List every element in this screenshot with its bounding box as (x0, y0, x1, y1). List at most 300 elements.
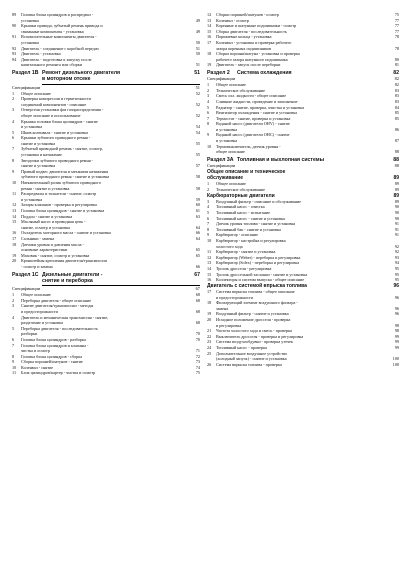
section-title: Система охлаждения (237, 69, 292, 76)
page-number: 64 (195, 224, 200, 230)
entry-title: Спецификации (12, 84, 41, 90)
entry-title: снятие и установка (21, 163, 56, 169)
entry-title: Спецификации (207, 76, 236, 82)
page-number: 100 (392, 356, 399, 362)
entry-title: Вспомогательные компоненты двигателя - (21, 34, 97, 40)
entry-title: установка (21, 17, 39, 23)
entry-number: 11 (12, 370, 17, 376)
entry-number: 4 (207, 98, 210, 104)
entry-title: (холодный запуск) - снятие и установка (216, 356, 287, 362)
entry-title: Система впрыска топлива - общее описание (216, 288, 295, 294)
entry-title: Коленвал - снятие (21, 364, 54, 370)
entry-title: и установка (216, 126, 238, 132)
entry-number: 25 (207, 350, 212, 356)
entry-title: Сборка двигателя - последовательность (216, 28, 287, 34)
page-number: 95 (394, 271, 399, 277)
entry-title: Коллекторы и система выпуска - общее описание (216, 277, 305, 283)
entry-title: Тросик дросселя - регулировка (216, 265, 272, 271)
entry-number: 94 (12, 56, 17, 62)
subsection-title: Карбюраторные двигатели (207, 192, 275, 199)
page-number: 51 (195, 45, 200, 51)
page-number: 67 (194, 271, 200, 278)
entry-title: Вентилятор охлаждения - снятие и установка (216, 110, 297, 116)
entry-number: 9 (12, 359, 15, 365)
entry-number: 19 (12, 252, 17, 258)
entry-number: 15 (207, 271, 212, 277)
entry-number: 9 (207, 132, 210, 138)
entry-title: Топливный насос - проверка (216, 344, 267, 350)
entry-title: Коленвал - осмотр (216, 17, 249, 23)
entry-number: 7 (207, 115, 210, 121)
entry-title: Карбюратор - настройка и регулировка (216, 238, 286, 244)
page-number: 66 (195, 230, 200, 236)
page-number: 59 (195, 196, 200, 202)
entry-title: Общее описание (21, 90, 51, 96)
entry-title: Карбюратор - снятие и установка (216, 249, 276, 255)
toc-entry (12, 370, 200, 376)
page-number: 70 (195, 336, 200, 342)
entry-title: Смесь охл. жидкости - общее описание (216, 93, 287, 99)
entry-number: 17 (207, 288, 212, 294)
page-number: 55 (195, 152, 200, 158)
entry-title: снятие, осмотр и установка (21, 224, 70, 230)
entry-number: 5 (207, 104, 210, 110)
section-title: снятие и переборка (42, 277, 93, 284)
entry-number: 12 (207, 12, 212, 17)
entry-number: 16 (12, 230, 17, 236)
page-number: 52 (195, 112, 200, 118)
entry-title: Выключатель дросселя - проверка и регулировка (216, 333, 304, 339)
entry-title: Датчики уровня и давления масла - (21, 241, 84, 247)
entry-number: 20 (12, 258, 17, 264)
entry-number: 4 (12, 314, 15, 320)
entry-title: Сборка поршней/шатунов - снятие (21, 359, 83, 365)
page-number: 65 (195, 252, 200, 258)
page-number: 70 (195, 331, 200, 337)
entry-title: Зубчатый приводной ремень - снятие, осмотр, (21, 146, 104, 152)
entry-title: Проверка компрессии и герметичности (21, 96, 91, 102)
section-number: Раздел 1В (12, 69, 39, 76)
page-number: 68 (195, 292, 200, 298)
entry-title: общее описание и использование (21, 112, 81, 118)
page-number: 98 (394, 322, 399, 328)
entry-title: Крышка головки блока цилиндров - снятие (21, 118, 98, 124)
entry-title: замена (216, 305, 229, 311)
entry-title: Блок цилиндров/картер - чистка и осмотр (21, 370, 96, 376)
entry-title: установка (21, 39, 39, 45)
page-number: 90 (394, 215, 399, 221)
entry-number: 11 (207, 249, 212, 255)
entry-title: Охладитель моторного масла - снятие и установка (21, 230, 111, 236)
entry-number: 18 (207, 51, 212, 57)
entry-title: Термовыключатель, датчик уровня - (216, 143, 281, 149)
page-number: 58 (195, 174, 200, 180)
entry-number: 9 (12, 168, 15, 174)
entry-number: 17 (12, 235, 17, 241)
page-number: 83 (394, 87, 399, 93)
entry-number: 6 (207, 215, 210, 221)
entry-title: Поршневые кольца - установка (216, 34, 272, 40)
entry-title: Спецификации (12, 286, 41, 292)
entry-number: 93 (12, 51, 17, 57)
page-number: 99 (394, 344, 399, 350)
entry-number: 4 (207, 204, 210, 210)
entry-title: и предосторожности (216, 294, 253, 300)
page-number: 99 (394, 333, 399, 339)
entry-title: Головка блока цилиндров - сборка (21, 353, 83, 359)
entry-title: Дополнительное воздушное устройство (216, 350, 288, 356)
page-number: 75 (195, 370, 200, 376)
page-number: 91 (394, 232, 399, 238)
entry-title: ремня - снятие и установка (21, 185, 70, 191)
page-number: 95 (394, 277, 399, 283)
entry-title: - осмотр и замена (21, 263, 53, 269)
entry-number: 14 (207, 265, 212, 271)
section-number: Раздел 2 (207, 69, 230, 76)
entry-title: соединений компонентов - описание (21, 101, 87, 107)
toc-entry (12, 62, 200, 68)
entry-number: 7 (12, 146, 15, 152)
entry-title: Исходное положение дросселя - проверка (216, 316, 291, 322)
entry-number: 91 (12, 34, 17, 40)
entry-number: 20 (207, 316, 212, 322)
entry-title: Головка блока цилиндров - разборка (21, 336, 86, 342)
section-number: Раздел 1С (12, 271, 39, 278)
entry-title: Радиатор - снятие, проверка, очистка и установка (216, 104, 305, 110)
entry-number: 23 (207, 339, 212, 345)
entry-title: Двигатель - подготовка к запуску после (21, 56, 92, 62)
entry-title: Общее описание (21, 292, 51, 298)
page-number: 64 (195, 235, 200, 241)
entry-title: Поддон - снятие и установка (21, 213, 73, 219)
entry-title: зубчатого приводного ремня - снятие и установка (21, 174, 110, 180)
entry-number: 10 (12, 364, 17, 370)
entry-title: основные характеристики (21, 247, 68, 253)
page-number: 67 (195, 286, 200, 292)
toc-right-column (207, 12, 399, 367)
entry-title: Карбюратор (Weber) - переборка и регулировка (216, 254, 301, 260)
entry-number: 14 (12, 213, 17, 219)
page-number: 77 (394, 28, 399, 34)
entry-title: Спецификации (207, 163, 236, 169)
entry-title: Сборка поршня/шатуна - установка и проверка (216, 51, 300, 57)
entry-number: 7 (12, 342, 15, 348)
page-number: 52 (195, 101, 200, 107)
entry-title: Датчик уровня топлива - снятие и установка (216, 221, 296, 227)
entry-title: Двигатель - установка (21, 51, 61, 57)
entry-title: Кронштейны крепления двигателя/трансмиссии (21, 258, 107, 264)
entry-number: 13 (12, 208, 17, 214)
entry-number: 8 (12, 157, 15, 163)
page-number: 71 (195, 348, 200, 354)
entry-number: 8 (207, 121, 210, 127)
entry-number: 6 (12, 336, 15, 342)
page-number: 68 (195, 308, 200, 314)
entry-number: 2 (12, 297, 15, 303)
page-number: 68 (195, 320, 200, 326)
entry-title: Коренные и шатунные подшипники - осмотр (216, 23, 297, 29)
entry-number: 92 (12, 45, 17, 51)
page-number: 80 (394, 56, 399, 62)
page-number: 50 (195, 39, 200, 45)
page-number: 82 (394, 76, 399, 82)
entry-number: 16 (207, 34, 212, 40)
section-heading-continued (12, 278, 200, 286)
entry-number: 22 (207, 333, 212, 339)
entry-title: Отверстия установки фаз газораспределения - (21, 107, 104, 113)
page-number: 95 (394, 265, 399, 271)
entry-title: и установка (21, 124, 43, 130)
entry-number: 6 (207, 110, 210, 116)
page-number: 51 (195, 62, 200, 68)
entry-title: снятие и установка (21, 140, 56, 146)
entry-number: 13 (207, 260, 212, 266)
page-number: 50 (195, 51, 200, 57)
entry-number: 9 (207, 232, 210, 238)
entry-number: 1 (12, 90, 15, 96)
entry-title: Фильтрующий элемент воздушного фильтра - (216, 300, 298, 306)
page-number: 66 (195, 263, 200, 269)
entry-title: чистка и осмотр (21, 348, 50, 354)
entry-title: Переборка двигателя - последовательность (21, 325, 98, 331)
entry-title: общее описание (216, 149, 245, 155)
entry-number: 1 (12, 292, 15, 298)
entry-title: и установка (216, 138, 238, 144)
entry-title: Головка блока цилиндров - снятие и установка (21, 208, 105, 214)
entry-number: 2 (207, 187, 210, 193)
page-number: 83 (394, 93, 399, 99)
entry-number: 6 (12, 135, 15, 141)
entry-number: 17 (207, 39, 212, 45)
page-number: 68 (195, 297, 200, 303)
entry-number: 5 (12, 325, 15, 331)
section-title: Топливная и выхлопная системы (237, 156, 325, 163)
subsection-title: обслуживание (207, 175, 244, 182)
page-number: 91 (394, 221, 399, 227)
page-number: 98 (394, 328, 399, 334)
page-number: 89 (393, 192, 399, 199)
entry-title: Водяной насос (двигатели OHV) - снятие (216, 121, 290, 127)
page-number: 77 (394, 17, 399, 23)
entry-number: 24 (207, 344, 212, 350)
page-number: 78 (394, 34, 399, 40)
entry-number: 14 (207, 23, 212, 29)
page-number: 52 (195, 90, 200, 96)
page-number: 75 (394, 12, 399, 17)
page-number: 96 (394, 311, 399, 317)
page-number: 84 (394, 104, 399, 110)
page-number: 81 (394, 62, 399, 68)
entry-title: Крышки зубчатого приводного ремня - (21, 135, 91, 141)
entry-number: 3 (12, 107, 15, 113)
page-number: 92 (394, 243, 399, 249)
entry-number: 10 (207, 238, 212, 244)
toc-entry (207, 149, 399, 155)
entry-number: 8 (207, 226, 210, 232)
entry-title: Распредвалы и толкатели - снятие, осмотр (21, 191, 97, 197)
entry-number: 15 (12, 219, 17, 225)
section-number: Раздел 3А (207, 156, 234, 163)
page-number: 51 (194, 69, 200, 76)
entry-number: 4 (12, 118, 15, 124)
entry-title: Воздушный фильтр - снятие и установка (216, 311, 289, 317)
entry-number: 1 (207, 181, 210, 187)
page-number: 85 (394, 115, 399, 121)
entry-title: Крышки привода, зубчатый ремень привода и (21, 23, 103, 29)
entry-number: 18 (207, 300, 212, 306)
page-number: 89 (393, 175, 399, 182)
entry-number: 3 (207, 198, 210, 204)
entry-title: Карбюратор (Solex) - переборка и регулировка (216, 260, 300, 266)
entry-title: Карбюратор - описание (216, 232, 258, 238)
entry-title: холостого хода (216, 243, 243, 249)
subsection-title: Общее описание и техническое (207, 169, 286, 176)
toc-entry (207, 362, 399, 368)
page-number: 61 (195, 208, 200, 214)
entry-title: Термостат - снятие, проверка и установка (216, 115, 291, 121)
toc-entry (207, 62, 399, 68)
entry-number: 11 (12, 191, 17, 197)
page-number: 54 (195, 124, 200, 130)
section-heading-continued (12, 76, 200, 84)
page-number: 92 (394, 249, 399, 255)
entry-number: 15 (207, 28, 212, 34)
entry-title: Техническое обслуживание (216, 87, 266, 93)
page-number: 88 (394, 163, 399, 169)
entry-title: Техническое обслуживание (216, 187, 266, 193)
entry-number: 89 (12, 12, 17, 17)
entry-title: Зазоры клапанов - проверка и регулировка (21, 202, 97, 208)
entry-number: 12 (12, 202, 17, 208)
entry-title: Сборки поршней/шатунов - осмотр (216, 12, 280, 17)
entry-title: Двигатель - запуск после переборки (216, 62, 281, 68)
page-number: 65 (195, 247, 200, 253)
entry-title: Головка блока цилиндров и клапаны - (21, 342, 89, 348)
page-number: 49 (195, 17, 200, 23)
entry-number: 3 (207, 93, 210, 99)
entry-title: Тросик дроссельной заслонки - снятие и установка (216, 271, 308, 277)
entry-number: 16 (207, 277, 212, 283)
page-number: 78 (394, 45, 399, 51)
page-number: 77 (394, 23, 399, 29)
entry-title: Топливный бак - снятие и установка (216, 226, 281, 232)
entry-title: Двигатель - соединение с коробкой передач (21, 45, 99, 51)
page-number: 99 (394, 339, 399, 345)
entry-number: 13 (207, 17, 212, 23)
entry-title: Снятие двигателя/трансмиссии - методы (21, 303, 94, 309)
page-number: 82 (394, 82, 399, 88)
entry-number: 12 (207, 254, 212, 260)
entry-title: Частота холостого хода и смесь - проверка (216, 328, 292, 334)
page-number: 90 (394, 210, 399, 216)
entry-number: 26 (207, 361, 212, 367)
entry-title: Общее описание (216, 82, 246, 88)
page-number: 63 (195, 213, 200, 219)
entry-number: 21 (207, 328, 212, 334)
entry-number: 5 (12, 129, 15, 135)
page-number: 86 (394, 126, 399, 132)
page-number: 51 (195, 84, 200, 90)
entry-title: Переборка двигателя - общее описание (21, 297, 91, 303)
page-number: 74 (195, 364, 200, 370)
entry-number: 18 (12, 241, 17, 247)
entry-title: капитального ремонта или сборки (21, 62, 82, 68)
page-number: 57 (195, 163, 200, 169)
entry-title: Звездочки зубчатого приводного ремня - (21, 157, 94, 163)
page-number: 82 (393, 69, 399, 76)
page-number: 72 (195, 353, 200, 359)
entry-title: Сливные жидкости, проведение и заполнение (216, 98, 298, 104)
page-number: 89 (394, 198, 399, 204)
entry-title: разделение и установка (21, 320, 63, 326)
page-number: 100 (392, 361, 399, 367)
subsection-title: Двигатель с системой впрыска топлива (207, 282, 307, 289)
entry-title: разборки (21, 331, 38, 337)
page-number: 96 (394, 305, 399, 311)
page-number: 49 (195, 28, 200, 34)
entry-number: 10 (207, 143, 212, 149)
page-number: 73 (195, 359, 200, 365)
entry-title: Топливный насос - снятие и установка (216, 215, 285, 221)
page-number: 88 (394, 149, 399, 155)
page-number: 96 (393, 282, 399, 289)
page-number: 55 (195, 140, 200, 146)
entry-number: 8 (12, 353, 15, 359)
entry-title: Система воздухообдувки - проверка утечек (216, 339, 293, 345)
entry-title: зазора коренных подшипников (216, 45, 271, 51)
toc-left-column (12, 12, 200, 376)
entry-title: Топливный насос - испытание (216, 210, 270, 216)
page-number: 89 (394, 181, 399, 187)
entry-number: 1 (207, 82, 210, 88)
entry-title: Головка блока цилиндров и распредвал - (21, 12, 94, 17)
page-number: 60 (195, 202, 200, 208)
entry-number: 2 (207, 87, 210, 93)
page-number: 96 (394, 294, 399, 300)
toc-entry (12, 264, 200, 270)
page-number: 87 (394, 138, 399, 144)
entry-number: 3 (12, 303, 15, 309)
page-number: 54 (195, 129, 200, 135)
page-number: 90 (394, 204, 399, 210)
entry-title: Сальники - замена (21, 235, 55, 241)
page-number: 58 (195, 185, 200, 191)
section-title: в моторном отсеке (42, 76, 91, 83)
entry-title: Коленвал - установка и проверка рабочего (216, 39, 292, 45)
entry-title: Двигатель и механическая трансмиссия - снятие, (21, 314, 109, 320)
page-number: 83 (394, 98, 399, 104)
entry-title: Шкив коленвала - снятие и установка (21, 129, 88, 135)
section-title: Ремонт дизельного двигателя (42, 69, 121, 76)
entry-title: Натяжительный ролик зубчатого приводного (21, 180, 101, 186)
entry-title: Масляный насос и приводная цепь - (21, 219, 86, 225)
entry-number: 5 (207, 210, 210, 216)
entry-title: и установка (21, 196, 43, 202)
entry-title: установка и натяжение (21, 152, 62, 158)
entry-title: Водяной насос (двигатели OHC) - снятие (216, 132, 290, 138)
page-number: 91 (394, 226, 399, 232)
entry-title: и регулировка (216, 322, 242, 328)
entry-number: 90 (12, 23, 17, 29)
entry-title: Воздушный фильтр - описание и обслуживание (216, 198, 301, 204)
page-number: 88 (393, 156, 399, 163)
entry-title: рабочего зазора шатунного подшипника (216, 56, 288, 62)
entry-number: 2 (12, 96, 15, 102)
entry-number: 7 (207, 221, 210, 227)
entry-title: связанные компоненты - установка (21, 28, 84, 34)
entry-number: 19 (207, 62, 212, 68)
entry-title: Правый подвес двигателя и механизм натяжения (21, 168, 108, 174)
